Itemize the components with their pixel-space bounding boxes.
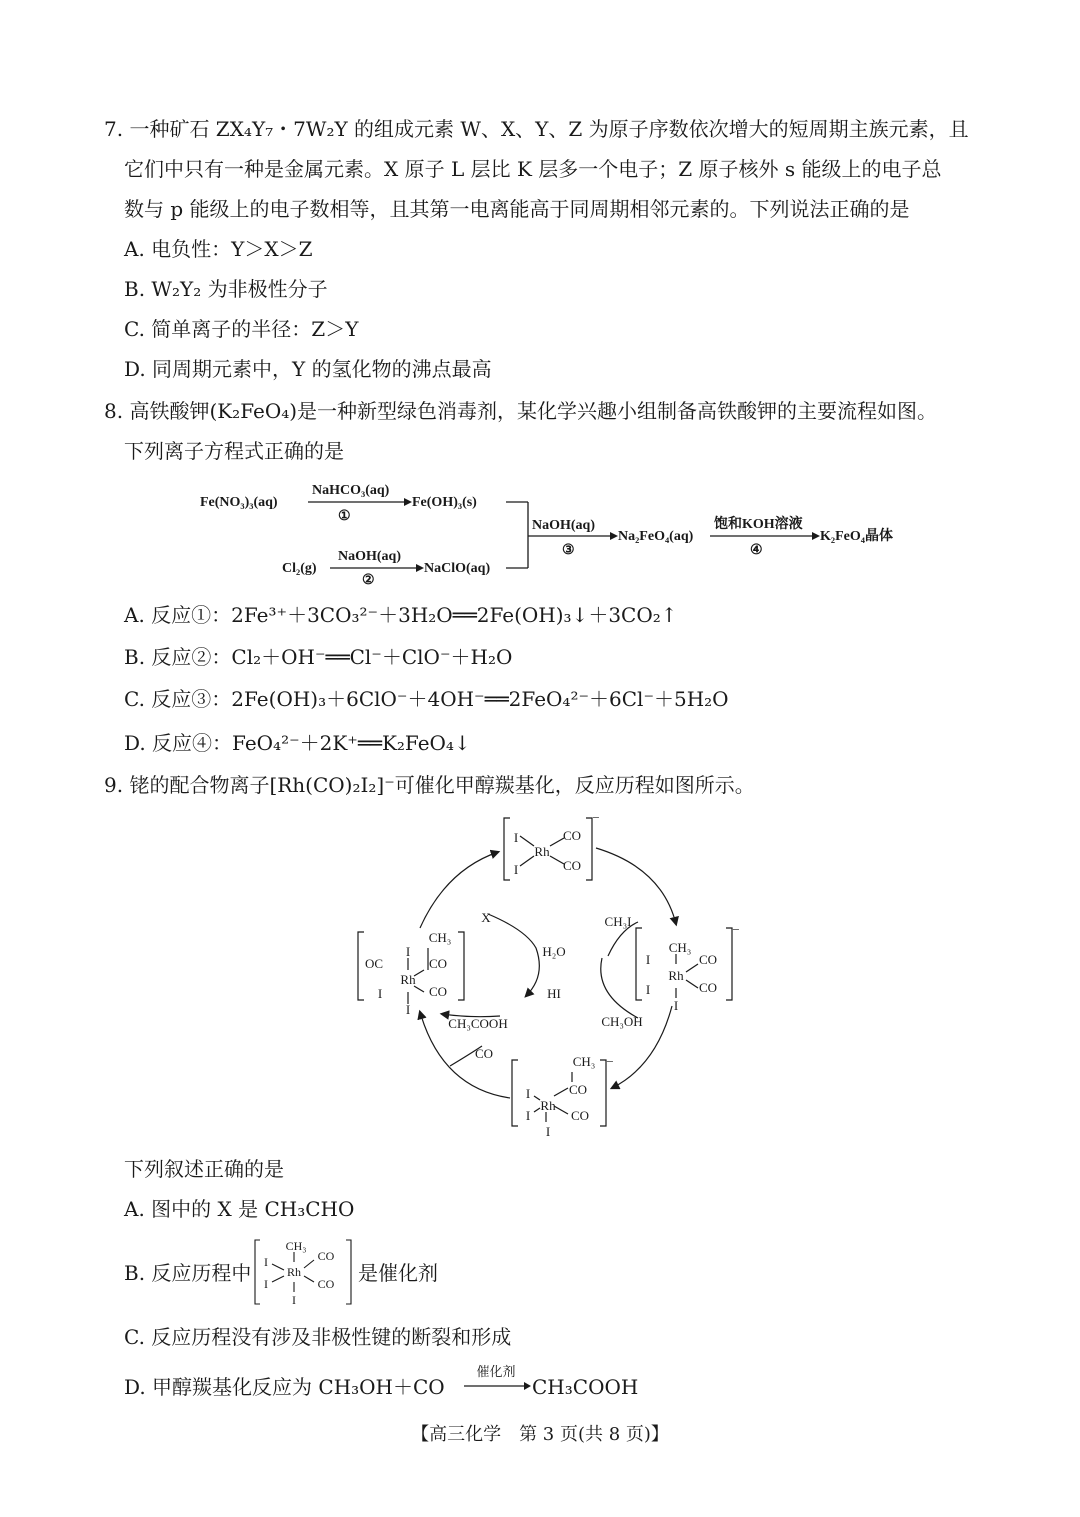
bond [534, 1096, 540, 1100]
flow-k2feo4: K₂FeO₄晶体 [820, 529, 893, 544]
bond [686, 964, 698, 972]
bond [304, 1276, 314, 1282]
top-complex-bracket-left [504, 818, 510, 880]
species-hi: HI [547, 986, 561, 1001]
species-co: CO [474, 1046, 494, 1061]
right-complex-bracket-right [726, 928, 732, 1000]
atom-i: I [513, 830, 519, 845]
bottom-complex-bracket-left [512, 1060, 518, 1126]
ligand-co: CO [562, 858, 582, 873]
q9-catalytic-cycle [350, 808, 750, 1144]
bond [520, 836, 534, 846]
atom-i: I [545, 1124, 551, 1139]
atom-i: I [525, 1086, 531, 1101]
right-complex-bracket-left [636, 928, 642, 1000]
atom-i: I [673, 998, 679, 1013]
atom-rh: Rh [286, 1265, 302, 1279]
bond [550, 838, 564, 846]
q7-line1: 7. 一种矿石 ZX₄Y₇・7W₂Y 的组成元素 W、X、Y、Z 为原子序数依次增大的短周期主族元素，且 [104, 117, 969, 141]
atom-i: I [377, 986, 383, 1001]
flow-koh: 饱和KOH溶液 [714, 517, 803, 532]
flow-naclo: NaClO(aq) [424, 561, 491, 576]
bond [272, 1276, 284, 1282]
q8-line1: 8. 高铁酸钾(K₂FeO₄)是一种新型绿色消毒剂，某化学兴趣小组制备高铁酸钾的主要流程如图。 [104, 399, 938, 423]
flow-arrowhead-2 [416, 564, 424, 572]
q8-option-b: B. 反应②：Cl₂＋OH⁻══Cl⁻＋ClO⁻＋H₂O [124, 645, 513, 669]
atom-rh: Rh [540, 1098, 556, 1113]
q9-option-d: D. 甲醇羰基化反应为 CH₃OH＋CO [124, 1375, 445, 1399]
ligand-co: CO [317, 1249, 335, 1263]
q7-option-a: A. 电负性：Y＞X＞Z [124, 237, 313, 261]
atom-rh: Rh [668, 968, 684, 983]
species-h2o: H₂O [542, 944, 566, 959]
ligand-co: CO [428, 956, 448, 971]
species-ch3i: CH₃I [604, 914, 632, 929]
q9-stem: 下列叙述正确的是 [124, 1157, 284, 1181]
catalyst-label: 催化剂 [476, 1364, 516, 1379]
species-ch3cooh: CH₃COOH [448, 1016, 508, 1031]
page-footer: 【高三化学 第 3 页(共 8 页)】 [411, 1424, 669, 1445]
q9-option-d-product: CH₃COOH [532, 1375, 639, 1399]
q8-option-c: C. 反应③：2Fe(OH)₃＋6ClO⁻＋4OH⁻══2FeO₄²⁻＋6Cl⁻＋5H₂O [124, 687, 729, 711]
complex-bracket-left [255, 1240, 260, 1304]
charge-minus: − [732, 922, 740, 937]
complex-bracket-right [346, 1240, 351, 1304]
q8-line2: 下列离子方程式正确的是 [124, 439, 344, 463]
ligand-co: CO [698, 952, 718, 967]
flow-naoh-2: NaOH(aq) [338, 549, 401, 564]
atom-i: I [264, 1255, 268, 1269]
atom-rh: Rh [534, 844, 550, 859]
atom-i: I [405, 1002, 411, 1017]
ligand-co: CO [562, 828, 582, 843]
charge-minus: − [592, 810, 600, 825]
flow-cl2: Cl₂(g) [282, 561, 317, 576]
q7-option-c: C. 简单离子的半径：Z＞Y [124, 317, 359, 341]
q9-option-d-arrow [462, 1362, 532, 1396]
atom-i: I [645, 982, 651, 997]
q7-line2: 它们中只有一种是金属元素。X 原子 L 层比 K 层多一个电子；Z 原子核外 s 能级上的电子总 [124, 157, 942, 181]
q8-option-a: A. 反应①：2Fe³⁺＋3CO₃²⁻＋3H₂O══2Fe(OH)₃↓＋3CO₂↑ [124, 603, 678, 627]
q8-option-d: D. 反应④：FeO₄²⁻＋2K⁺══K₂FeO₄↓ [124, 731, 471, 755]
q9-option-b-suffix: 是催化剂 [358, 1261, 438, 1285]
ligand-ch3: CH₃ [572, 1054, 596, 1069]
bond [304, 1260, 314, 1268]
cycle-arrow-top-right [596, 848, 676, 924]
flow-fe-no3: Fe(NO₃)₃(aq) [200, 495, 278, 510]
flow-fe-oh3: Fe(OH)₃(s) [412, 495, 477, 510]
ch3oh-out-arrow [601, 958, 638, 1018]
atom-rh: Rh [400, 972, 416, 987]
flow-step-4: ④ [750, 543, 763, 558]
ligand-co: CO [317, 1277, 335, 1291]
bond [272, 1264, 284, 1270]
bond [520, 856, 534, 866]
ligand-ch3: CH₃ [428, 930, 452, 945]
ligand-co: CO [570, 1108, 590, 1123]
flow-step-1: ① [338, 509, 351, 524]
bottom-complex-bracket-right [600, 1060, 606, 1126]
q9-option-a: A. 图中的 X 是 CH₃CHO [124, 1197, 355, 1221]
ligand-ch3: CH₃ [668, 940, 692, 955]
bond [554, 1106, 568, 1114]
ligand-ch3: CH₃ [285, 1239, 307, 1253]
flow-na2feo4: Na₂FeO₄(aq) [618, 529, 694, 544]
x-to-ch3cooh-arrow [488, 914, 539, 996]
atom-i: I [405, 944, 411, 959]
atom-i: I [525, 1108, 531, 1123]
q7-option-d: D. 同周期元素中，Y 的氢化物的沸点最高 [124, 357, 492, 381]
bond [550, 856, 564, 864]
ligand-co: CO [698, 980, 718, 995]
q9-option-b-prefix: B. 反应历程中 [124, 1261, 252, 1285]
bond [554, 1088, 568, 1096]
atom-i: I [292, 1293, 296, 1307]
flow-step-3: ③ [562, 543, 575, 558]
q9-option-b-complex [250, 1236, 362, 1308]
flow-arrowhead-3 [610, 532, 618, 540]
flow-arrowhead-4 [812, 532, 820, 540]
bond [534, 1108, 540, 1112]
flow-step-2: ② [362, 573, 375, 588]
q9-option-c: C. 反应历程没有涉及非极性键的断裂和形成 [124, 1325, 512, 1349]
bond [686, 980, 698, 988]
q9-line1: 9. 铑的配合物离子[Rh(CO)₂I₂]⁻可催化甲醇羰基化，反应历程如图所示。 [104, 773, 755, 797]
flow-arrowhead-1 [404, 498, 412, 506]
ligand-co: CO [428, 984, 448, 999]
species-ch3oh: CH₃OH [601, 1014, 643, 1029]
atom-i: I [264, 1277, 268, 1291]
flow-naoh-3: NaOH(aq) [532, 518, 595, 533]
ligand-co: CO [568, 1082, 588, 1097]
left-complex-bracket-left [358, 932, 364, 1000]
left-complex-bracket-right [458, 932, 464, 1000]
atom-i: I [513, 862, 519, 877]
q7-option-b: B. W₂Y₂ 为非极性分子 [124, 277, 328, 301]
flow-nahco3: NaHCO₃(aq) [312, 483, 390, 498]
species-x: X [481, 910, 491, 925]
ligand-oc: OC [364, 956, 384, 971]
charge-minus: − [606, 1054, 614, 1069]
atom-i: I [645, 952, 651, 967]
reaction-arrowhead [524, 1382, 531, 1390]
q8-flow-diagram [190, 478, 930, 588]
top-complex-bracket-right [586, 818, 592, 880]
q7-line3: 数与 p 能级上的电子数相等，且其第一电离能高于同周期相邻元素的。下列说法正确的是 [124, 197, 910, 221]
